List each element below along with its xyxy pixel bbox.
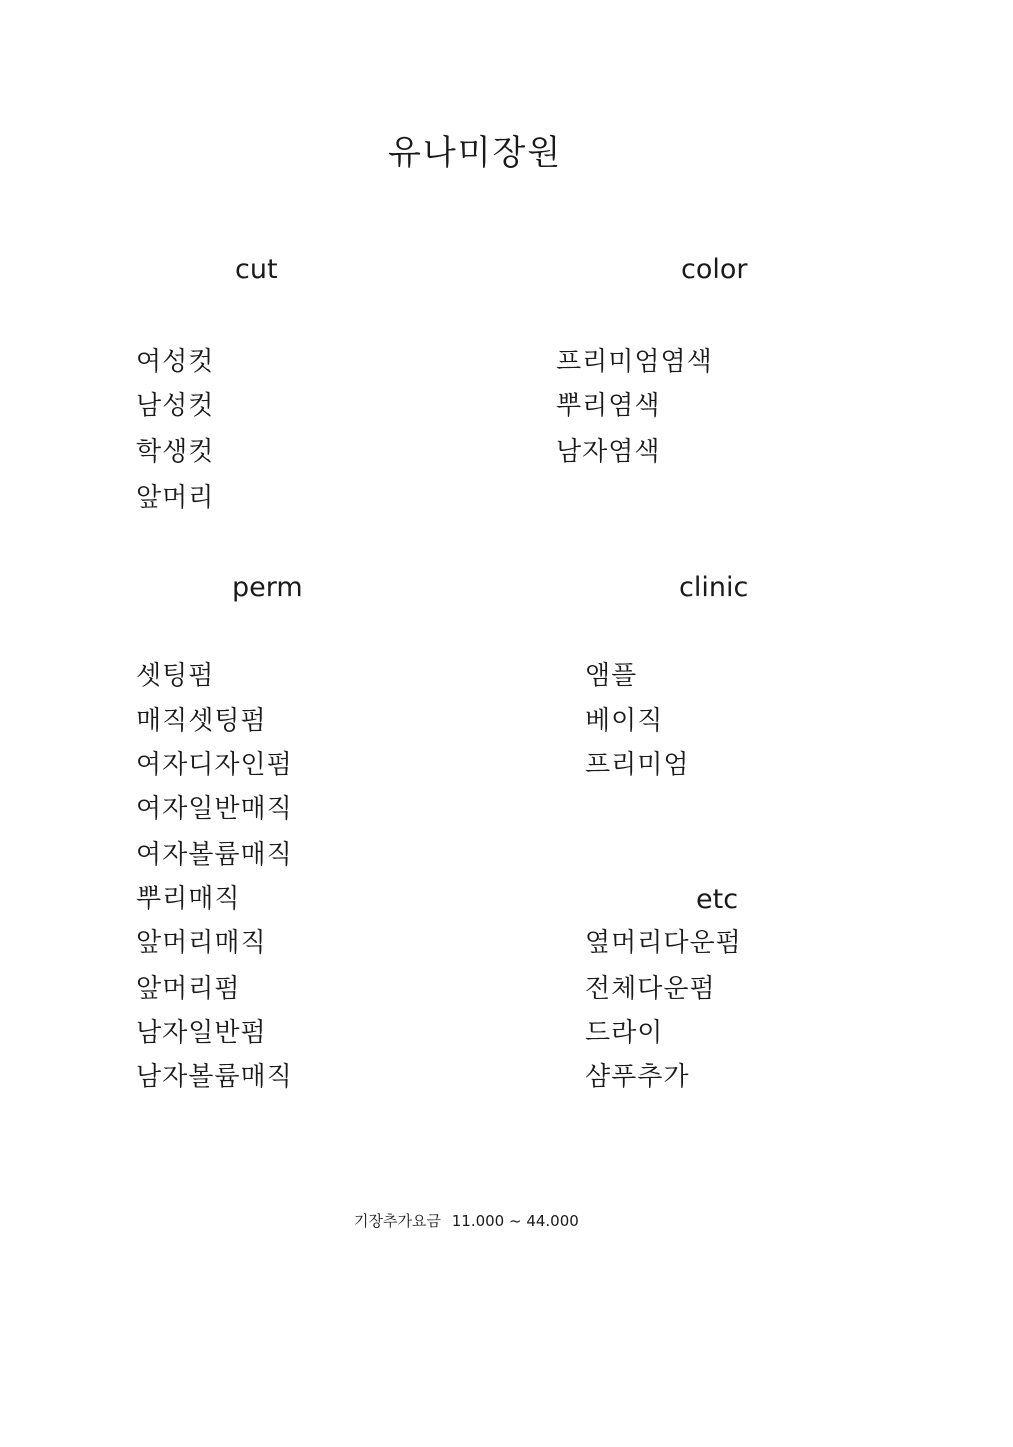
- cut-item-name: 앞머리: [136, 483, 215, 513]
- perm-item-name: 남자볼륨매직: [136, 1062, 293, 1092]
- cut-item-name: 학생컷: [136, 437, 215, 467]
- clinic-heading: clinic: [679, 572, 749, 603]
- perm-heading: perm: [232, 572, 303, 603]
- clinic-item-name: 베이직: [585, 706, 664, 736]
- perm-item-name: 매직셋팅펌: [136, 706, 267, 736]
- perm-item-name: 남자일반펌: [136, 1018, 267, 1048]
- cut-item-name: 여성컷: [136, 347, 215, 377]
- perm-item-name: 앞머리펌: [136, 974, 241, 1004]
- clinic-item-name: 프리미엄: [585, 750, 690, 780]
- footer-range: 11.000 ~ 44.000: [451, 1212, 579, 1230]
- cut-item-name: 남성컷: [136, 391, 215, 421]
- perm-item-name: 뿌리매직: [136, 884, 241, 914]
- perm-item-name: 여자볼륨매직: [136, 840, 293, 870]
- etc-item-name: 전체다운펌: [585, 974, 716, 1004]
- footer-note: [354, 1214, 579, 1229]
- color-item-name: 뿌리염색: [556, 391, 661, 421]
- perm-item-name: 셋팅펌: [136, 661, 215, 691]
- perm-item-name: 여자디자인펌: [136, 750, 293, 780]
- color-item-name: 프리미엄염색: [556, 347, 713, 377]
- color-item-name: 남자염색: [556, 437, 661, 467]
- color-heading: color: [681, 254, 748, 285]
- etc-item-name: 드라이: [585, 1018, 664, 1048]
- perm-item-name: 여자일반매직: [136, 794, 293, 824]
- etc-item-name: 샴푸추가: [585, 1062, 690, 1092]
- perm-item-name: 앞머리매직: [136, 928, 267, 958]
- etc-heading: etc: [696, 884, 739, 915]
- clinic-item-name: 앰플: [585, 661, 638, 691]
- etc-item-name: 옆머리다운펌: [585, 928, 742, 958]
- page-title: 유나미장원: [388, 133, 563, 173]
- footer-label: 기장추가요금: [354, 1212, 441, 1230]
- cut-heading: cut: [235, 254, 278, 285]
